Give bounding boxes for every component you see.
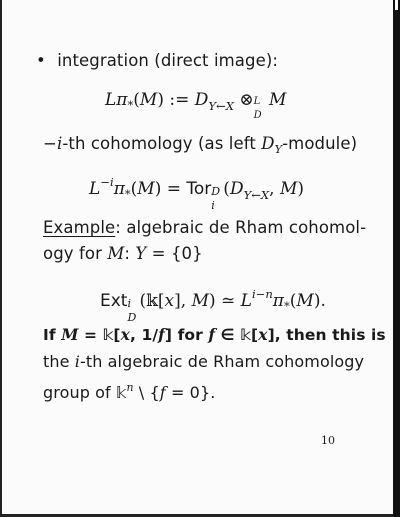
formula-direct-image: $L\pi_*(M)$ := $D_{Y\leftarrow X}$ ⊗ L D M — [105, 90, 287, 121]
corner-notch — [395, 0, 398, 10]
heading-text: integration (direct image): — [57, 51, 279, 70]
page-left-edge — [0, 0, 2, 517]
example-line-2: ogy for M: Y = {0} — [43, 244, 203, 263]
example-line: Example: algebraic de Rham cohomol- — [43, 218, 367, 237]
example-label: Example — [43, 218, 116, 237]
example-text: algebraic de Rham cohomol- — [126, 218, 367, 237]
page-number: 10 — [321, 434, 335, 447]
bullet-symbol: • — [36, 51, 46, 70]
if-line-3: group of 𝕜$^n$ \ {f = 0}. — [43, 381, 216, 402]
formula-ext: Ext i D (𝕜[x], M) ≃ $L^{i-n}\pi_*(M)$. — [100, 287, 326, 324]
if-line-1: If M = 𝕜[x, 1/f] for f ∈ 𝕜[x], then this is — [43, 325, 386, 344]
cohomology-line: −i-th cohomology (as left $D_Y-module$) — [43, 134, 358, 156]
page-right-edge — [393, 0, 400, 517]
if-line-2: the i-th algebraic de Rham cohomology — [43, 352, 365, 371]
heading-line — [36, 51, 278, 70]
formula-tor: $L^{-i}\pi_*(M)$ = Tor D i ($D_{Y\leftarrow X}$, M) — [89, 175, 304, 212]
